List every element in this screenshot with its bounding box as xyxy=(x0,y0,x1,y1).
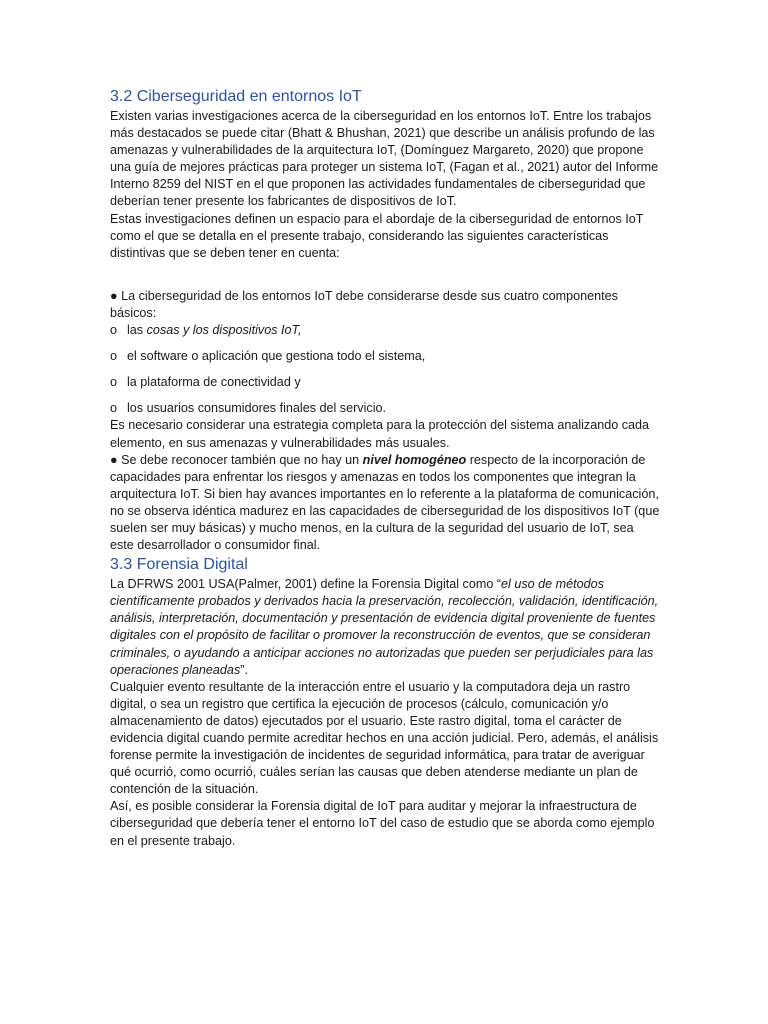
sub-list-item: o la plataforma de conectividad y xyxy=(110,374,660,391)
sub-list-item: o el software o aplicación que gestiona todo el sistema, xyxy=(110,348,660,365)
paragraph: Cualquier evento resultante de la interacción entre el usuario y la computadora deja un rastro digital, o sea un registro que certifica la ejecución de procesos (cálculo, comunicación y/o almacenamiento de datos) ejecutados por el usuario. Este rastro digital, toma el carácter de evidencia digital cuando permite acreditar hechos en una acción judicial. Pero, además, el análisis forense permite la investigación de incidentes de seguridad informática, para tratar de averiguar qué ocurrió, como ocurrió, cuáles serían las causas que deben atenderse mediante un plan de contención de la situación. xyxy=(110,679,659,797)
sub-list-item: o los usuarios consumidores finales del servicio. xyxy=(110,400,660,417)
paragraph: Es necesario considerar una estrategia completa para la protección del sistema analizando cada elemento, en sus amenazas y vulnerabilidades más usuales. xyxy=(110,418,650,450)
circle-bullet-icon: o xyxy=(110,349,118,364)
bullet-item: ● Se debe reconocer también que no hay un nivel homogéneo respecto de la incorporación de capacidades para enfrentar los riesgos y amenazas en todos los componentes que integran la arquitectura IoT. Si bien hay avances importantes en lo referente a la plataforma de comunicación, no se observa idéntica madurez en las capacidades de ciberseguridad de los dispositivos IoT (que suelen ser muy básicas) y mucho menos, en la cultura de la seguridad del usuario de IoT, sea este desarrollador o consumidor final. xyxy=(110,452,660,553)
paragraph: La DFRWS 2001 USA(Palmer, 2001) define la Forensia Digital como “el uso de métodos científicamente probados y derivados hacia la preservación, recolección, validación, identificación, análisis, interpretación, documentación y presentación de evidencia digital proveniente de fuentes digitales con el propósito de facilitar o promover la reconstrucción de eventos, que se consideran criminales, o ayudando a anticipar acciones no autorizadas que pueden ser perjudiciales para las operaciones planeadas”. xyxy=(110,577,659,677)
paragraph: Así, es posible considerar la Forensia digital de IoT para auditar y mejorar la infraestructura de ciberseguridad que debería tener el entorno IoT del caso de estudio que se aborda como ejemplo en el presente trabajo. xyxy=(110,799,655,848)
document-body xyxy=(110,86,660,850)
section-heading-ciberseguridad: 3.2 Ciberseguridad en entornos IoT xyxy=(110,88,362,105)
paragraph: Existen varias investigaciones acerca de la ciberseguridad en los entornos IoT. Entre los trabajos más destacados se puede citar (Bhatt & Bhushan, 2021) que describe un análisis profundo de las amenazas y vulnerabilidades de la arquitectura IoT, (Domínguez Margareto, 2020) que propone una guía de mejores prácticas para proteger un sistema IoT, (Fagan et al., 2021) autor del Informe Interno 8259 del NIST en el que proponen las actividades fundamentales de ciberseguridad que deberían tener presente los fabricantes de dispositivos de IoT. xyxy=(110,109,659,209)
sub-list-item: o las cosas y los dispositivos IoT, xyxy=(110,322,660,339)
paragraph: Estas investigaciones definen un espacio para el abordaje de la ciberseguridad de entornos IoT como el que se detalla en el presente trabajo, considerando las siguientes características distintivas que se deben tener en cuenta: xyxy=(110,211,644,260)
sub-list xyxy=(110,322,660,417)
circle-bullet-icon: o xyxy=(110,375,118,390)
bullet-item: ● La ciberseguridad de los entornos IoT debe considerarse desde sus cuatro componentes básicos: xyxy=(110,288,618,320)
section-heading-forensia: 3.3 Forensia Digital xyxy=(110,556,248,574)
circle-bullet-icon: o xyxy=(110,401,118,416)
circle-bullet-icon: o xyxy=(110,323,118,338)
